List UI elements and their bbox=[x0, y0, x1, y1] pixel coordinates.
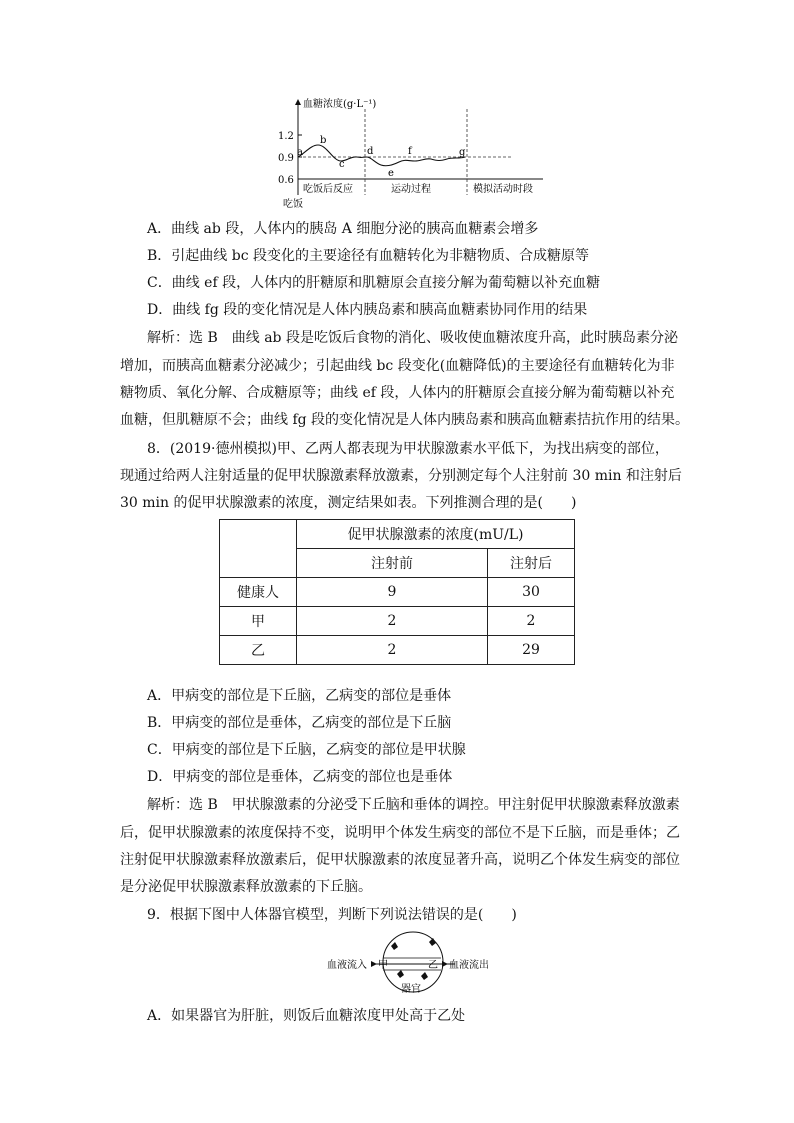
q7-analysis-line-2: 增加，而胰高血糖素分泌减少；引起曲线 bc 段变化(血糖降低)的主要途径有血糖转化为非 bbox=[120, 358, 675, 374]
row-label: 甲 bbox=[220, 607, 297, 636]
jia-label: 甲 bbox=[378, 960, 388, 971]
segment-label-simulation: 模拟活动时段 bbox=[473, 184, 533, 195]
q8-option-b: B．甲病变的部位是垂体，乙病变的部位是下丘脑 bbox=[147, 715, 452, 731]
table-row bbox=[220, 636, 575, 665]
q8-analysis-line-2: 后，促甲状腺激素的浓度保持不变，说明甲个体发生病变的部位不是下丘脑，而是垂体；乙 bbox=[120, 825, 680, 841]
table-header: 促甲状腺激素的浓度(mU/L) bbox=[297, 520, 575, 549]
tsh-concentration-table bbox=[219, 519, 575, 665]
table-row bbox=[220, 578, 575, 607]
x-axis-start-label: 吃饭 bbox=[283, 199, 303, 210]
organ-model-figure bbox=[325, 928, 505, 996]
q8-analysis-line-4: 是分泌促甲状腺激素释放激素的下丘脑。 bbox=[120, 879, 372, 895]
q8-stem-line-3: 30 min 的促甲状腺激素的浓度，测定结果如表。下列推测合理的是( ) bbox=[120, 495, 577, 511]
point-b: b bbox=[320, 135, 327, 146]
q9-stem: 9．根据下图中人体器官模型，判断下列说法错误的是( ) bbox=[147, 907, 517, 923]
point-g: g bbox=[459, 147, 466, 158]
point-d: d bbox=[367, 146, 374, 157]
point-f: f bbox=[408, 146, 412, 157]
glucose-curve bbox=[298, 145, 465, 166]
q8-option-d: D．甲病变的部位是垂体，乙病变的部位也是垂体 bbox=[147, 769, 453, 785]
row-label: 健康人 bbox=[220, 578, 297, 607]
blood-glucose-figure bbox=[275, 95, 545, 215]
cell-after: 2 bbox=[488, 607, 575, 636]
y-tick-1.2: 1.2 bbox=[278, 131, 294, 142]
point-a: a bbox=[297, 147, 303, 158]
q7-analysis-line-4: 血糖，但肌糖原不会；曲线 fg 段的变化情况是人体内胰岛素和胰高血糖素拮抗作用的结果。 bbox=[120, 412, 690, 428]
q8-analysis-line-3: 注射促甲状腺激素释放激素后，促甲状腺激素的浓度显著升高，说明乙个体发生病变的部位 bbox=[120, 852, 680, 868]
point-c: c bbox=[339, 159, 345, 170]
yi-label: 乙 bbox=[428, 960, 438, 971]
q7-option-a: A．曲线 ab 段，人体内的胰岛 A 细胞分泌的胰高血糖素会增多 bbox=[147, 221, 539, 237]
q8-option-c: C．甲病变的部位是下丘脑，乙病变的部位是甲状腺 bbox=[147, 742, 466, 758]
point-e: e bbox=[388, 168, 394, 179]
cell-before: 9 bbox=[297, 578, 488, 607]
table-col-after: 注射后 bbox=[488, 549, 575, 578]
q7-option-b: B．引起曲线 bc 段变化的主要途径有血糖转化为非糖物质、合成糖原等 bbox=[147, 248, 589, 264]
q8-stem-line-2: 现通过给两人注射适量的促甲状腺激素释放激素，分别测定每个人注射前 30 min 和注射后 bbox=[120, 468, 682, 484]
q8-stem-line-1: 8．(2019·德州模拟)甲、乙两人都表现为甲状腺激素水平低下，为找出病变的部位， bbox=[147, 441, 669, 457]
table-col-before: 注射前 bbox=[297, 549, 488, 578]
q7-analysis-line-3: 糖物质、氧化分解、合成糖原等；曲线 ef 段，人体内的肝糖原会直接分解为葡萄糖以补充 bbox=[120, 385, 675, 401]
table-row bbox=[220, 607, 575, 636]
outflow-label: 血液流出 bbox=[449, 960, 489, 971]
inflow-label: 血液流入 bbox=[327, 960, 367, 971]
cell-after: 30 bbox=[488, 578, 575, 607]
organ-label: 器官 bbox=[401, 984, 421, 995]
y-tick-0.9: 0.9 bbox=[278, 153, 294, 164]
q7-analysis-line-1: 解析：选 B 曲线 ab 段是吃饭后食物的消化、吸收使血糖浓度升高，此时胰岛素分泌 bbox=[147, 330, 678, 346]
y-tick-0.6: 0.6 bbox=[278, 175, 294, 186]
cell-before: 2 bbox=[297, 636, 488, 665]
q8-option-a: A．甲病变的部位是下丘脑，乙病变的部位是垂体 bbox=[147, 688, 452, 704]
q8-analysis-line-1: 解析：选 B 甲状腺激素的分泌受下丘脑和垂体的调控。甲注射促甲状腺激素释放激素 bbox=[147, 797, 680, 813]
q7-option-d: D．曲线 fg 段的变化情况是人体内胰岛素和胰高血糖素协同作用的结果 bbox=[147, 302, 588, 318]
cell-before: 2 bbox=[297, 607, 488, 636]
table-corner-cell bbox=[220, 520, 297, 578]
q7-option-c: C．曲线 ef 段，人体内的肝糖原和肌糖原会直接分解为葡萄糖以补充血糖 bbox=[147, 275, 601, 291]
q9-option-a: A．如果器官为肝脏，则饭后血糖浓度甲处高于乙处 bbox=[147, 1008, 466, 1024]
segment-label-eating: 吃饭后反应 bbox=[303, 184, 353, 195]
segment-label-exercise: 运动过程 bbox=[391, 184, 431, 195]
cell-after: 29 bbox=[488, 636, 575, 665]
row-label: 乙 bbox=[220, 636, 297, 665]
y-axis-title: 血糖浓度(g·L⁻¹) bbox=[303, 99, 377, 110]
